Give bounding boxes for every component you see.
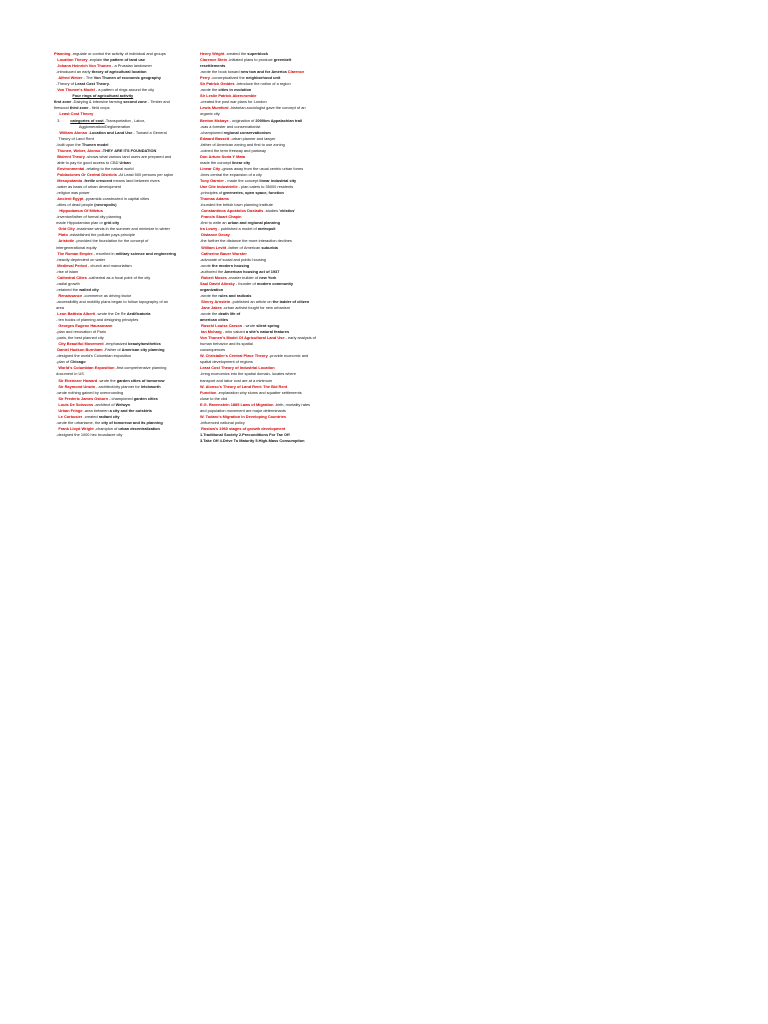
- term-label: Cathedral Cities: [54, 274, 88, 280]
- note-text: third zone: [69, 105, 90, 111]
- note-text: -plan of: [54, 359, 71, 365]
- note-text: regional conservationism: [223, 129, 271, 135]
- note-text: -urban activist fought for new urbanism: [222, 304, 290, 310]
- note-text: the pattern of land use: [103, 57, 146, 63]
- note-text: -Dairying & intensive farming: [72, 99, 124, 105]
- note-text: theory of agricultural location: [91, 69, 147, 75]
- note-text: -built upon the: [54, 141, 82, 147]
- term-label: Clarence Stein: [200, 57, 229, 63]
- note-text: - championed: [109, 395, 134, 401]
- note-text: Aedificatoria: [126, 311, 151, 317]
- note-text: -wrote: [200, 262, 212, 268]
- term-label: Sir Raymond Unwin: [54, 383, 97, 389]
- note-text: neighborhood unit: [245, 75, 281, 81]
- note-text: 'ekistics': [279, 208, 296, 214]
- note-text: rules and radicals: [218, 292, 252, 298]
- term-label: Thomas Adams: [200, 196, 229, 202]
- term-label: Sir Frederic James Osborn: [54, 395, 110, 401]
- note-text: city of tomorrow and its planning: [101, 419, 163, 425]
- note-text: -emphasized: [104, 341, 129, 347]
- note-text: urban decentralization: [118, 425, 160, 431]
- note-text: linear industrial city: [259, 177, 297, 183]
- note-text: -area between: [83, 407, 110, 413]
- note-text: Location and Land Use: [89, 129, 134, 135]
- note-text: -rise of islam: [54, 268, 79, 274]
- note-text: human behavior and its spatial: [200, 341, 253, 347]
- term-label: Alfred Weber: [54, 75, 84, 81]
- note-text: 1.Traditional Society 2.Preconditions For Tae Off: [200, 431, 290, 437]
- note-text: -initiated plans to produce: [228, 57, 274, 63]
- term-label: Grid City: [54, 226, 76, 232]
- term-label: Lewis Mumford: [200, 105, 230, 111]
- term-label: Edward Bassett: [200, 135, 231, 141]
- note-text: -maximize winds in the summer and minimize in winter: [75, 226, 170, 232]
- note-text: the ladder of citizen: [272, 298, 310, 304]
- note-text: - Timber and: [147, 99, 170, 105]
- term-label: City Beautiful Movement: [54, 341, 105, 347]
- note-text: -radial growth: [54, 280, 80, 286]
- note-text: made Hippodamian plan or: [54, 220, 104, 226]
- note-text: -architect of: [94, 401, 116, 407]
- note-text: -bring economics into the spatial domain- locates where: [200, 371, 297, 377]
- term-label: Tony Garnier: [200, 177, 226, 183]
- note-text: Least Cost Theory.: [74, 81, 110, 87]
- term-label: Sir Ebenezer Howard: [54, 377, 99, 383]
- note-text: -explain: [88, 57, 104, 63]
- note-text: - The: [83, 75, 94, 81]
- term-label: William Alonso: [54, 129, 89, 135]
- note-text: spatial development of regions: [200, 359, 253, 365]
- note-text: -birth, mortality rates: [274, 401, 311, 407]
- note-text: - founder of: [235, 280, 257, 286]
- note-text: Welwyn: [115, 401, 131, 407]
- note-text: -water as basis of urban development: [54, 184, 122, 190]
- term-label: Le Corbusier: [54, 413, 84, 419]
- term-label: W. Todaro's Migration in Developing Countries: [200, 413, 287, 419]
- note-text: letchworth: [140, 383, 161, 389]
- note-text: (necropolis): [94, 202, 117, 208]
- note-text: linear city: [232, 159, 251, 165]
- term-label: Louis De Soissons: [54, 401, 95, 407]
- note-text: american cities: [200, 317, 229, 323]
- term-label: Thunen, Weber, Alonso: [54, 147, 102, 153]
- note-text: -: [83, 177, 85, 183]
- note-text: organic city: [200, 111, 220, 117]
- note-text: -designed the 1000 hec broadacre city: [54, 431, 123, 437]
- term-label: Johann Heinrich Von Thunen: [54, 63, 113, 69]
- note-text: -wrote the: [200, 87, 219, 93]
- note-text: -regulate or control the activity of individual and groups: [71, 51, 166, 56]
- note-text: grid city: [103, 220, 120, 226]
- term-label: Distance Decay: [200, 232, 230, 238]
- note-text: - made the concept: [225, 177, 260, 183]
- note-text: -champion of: [94, 425, 119, 431]
- term-label: Perry: [200, 75, 212, 81]
- note-line: [54, 432, 200, 438]
- term-label: Ancient Egypt: [54, 196, 85, 202]
- note-text: -introduce the notion of a region: [235, 81, 291, 87]
- note-text: resettlements: [200, 63, 226, 69]
- note-text: -THEY ARE ITS FOUNDATION: [101, 147, 157, 153]
- note-text: Von Thunen of economic geography: [93, 75, 161, 81]
- note-text: - early analysis of: [285, 335, 316, 341]
- term-label: W. Alonso's Theory of Land Rent: The Bid Rent: [200, 383, 288, 389]
- note-text: greenbelt: [273, 57, 292, 63]
- note-text: -cathedral as a focal point of the city: [87, 274, 151, 280]
- note-text: -father of American zoning and first to use zoning: [200, 141, 285, 147]
- note-text: -authored the: [200, 268, 225, 274]
- note-text: categories of cost: [70, 117, 105, 123]
- term-label: Sir Leslie Patrick Abercrombie: [200, 93, 257, 99]
- note-text: modern community: [256, 280, 293, 286]
- term-label: Von Thunen's Model Of Agricultural Land Use: [200, 335, 286, 341]
- note-text: -wrote the book toward: [200, 69, 241, 75]
- note-text: Urban: [119, 159, 131, 165]
- term-label: Environmental: [54, 165, 86, 171]
- note-text: -cities of dead people: [54, 202, 95, 208]
- note-text: -Father of: [103, 347, 122, 353]
- term-label: Von Thunen's Model: [54, 87, 96, 93]
- note-text: -grows away from the usual centric urban forms: [221, 165, 304, 171]
- term-label: Francis Stuart Chapin: [200, 214, 242, 220]
- note-text: -Transportation , Labor,: [104, 117, 145, 123]
- note-text: greeneries, open space, function: [223, 190, 284, 196]
- note-text: new York: [259, 274, 277, 280]
- note-text: -wrote the De Re: [96, 311, 127, 317]
- note-text: -was a forester and conservationist: [200, 123, 261, 129]
- note-text: means land between rivers: [113, 177, 160, 183]
- note-text: - excelled in: [93, 250, 116, 256]
- note-text: -first to write an: [200, 220, 228, 226]
- note-text: - plan caters to 35000 residents: [238, 184, 294, 190]
- note-text: the modern housing: [211, 262, 250, 268]
- note-text: - architect/city planner for: [96, 383, 141, 389]
- note-text: -created: [83, 413, 99, 419]
- note-text: -urban planner and lawyer: [230, 135, 276, 141]
- note-text: document in US: [54, 371, 84, 377]
- term-label: Ira Lowry: [200, 226, 219, 232]
- note-text: - field crops: [89, 105, 110, 111]
- term-label: World's Columbian Exposition: [54, 365, 116, 371]
- note-text: made the concept: [200, 159, 233, 165]
- note-text: - who valued: [222, 329, 246, 335]
- note-text: -founded the british town planning institute: [200, 202, 273, 208]
- note-text: -conceptualized the: [211, 75, 246, 81]
- term-label: Frank Lloyd Wright: [54, 425, 95, 431]
- term-label: Clarence: [287, 69, 305, 75]
- note-line: [200, 438, 326, 444]
- term-label: Daniel Hudson Burnham: [54, 347, 104, 353]
- note-text: Theory of Land Rent: [54, 135, 94, 141]
- note-text: -pyramids constructed in capital cities: [84, 196, 150, 202]
- term-label: Location Theory: [54, 57, 89, 63]
- term-label: Plato: [54, 232, 69, 238]
- note-text: close to the cbd: [200, 395, 228, 401]
- note-text: a city and the outskirts: [109, 407, 152, 413]
- term-label: Bidrent Theory: [54, 153, 86, 159]
- note-text: -the further the distance the more interaction declines: [200, 238, 292, 244]
- term-label: Ian Mcharg: [200, 329, 223, 335]
- term-label: Saul David Alinsky: [200, 280, 236, 286]
- note-text: 3: [54, 117, 71, 123]
- note-text: intergenerational equity: [54, 244, 97, 250]
- note-text: -introduced an early: [54, 69, 92, 75]
- note-text: 3.Take Off 4.Drive To Maturity 5.High-Mass Consumption: [200, 438, 305, 443]
- note-text: -advocate of social and public housing: [200, 256, 266, 262]
- note-text: Chicago: [70, 359, 86, 365]
- note-text: first zone: [54, 99, 73, 105]
- note-text: transport and labor cost are at a minimum: [200, 377, 273, 383]
- note-text: -studies: [264, 208, 280, 214]
- term-label: Mesopotamia: [54, 177, 84, 183]
- note-text: garden cities: [133, 395, 158, 401]
- note-text: cities in evolution: [218, 87, 252, 93]
- term-label: Leon Battista Alberti: [54, 311, 97, 317]
- note-text: -paris, the best planned city: [54, 335, 104, 341]
- term-label: Urban Fringe: [54, 407, 84, 413]
- note-text: fertile crescent: [84, 177, 114, 183]
- note-text: garden cities of tomorrow: [116, 377, 165, 383]
- note-text: firewood: [54, 105, 70, 111]
- note-text: -established the polluter pays principle: [68, 232, 136, 238]
- note-text: beauty/aesthetics: [128, 341, 161, 347]
- note-text: -wrote nothing gained by overcrowding: [54, 389, 123, 395]
- note-text: new tow and for America: [240, 69, 288, 75]
- note-text: -wrote the: [200, 292, 219, 298]
- term-label: Henry Wright: [200, 51, 226, 56]
- note-text: 2000km Appalachian trail: [255, 117, 303, 123]
- note-text: - ten books of planning and designing principles: [54, 317, 139, 323]
- note-text: -At Least 500 persons per sqkm: [118, 171, 174, 177]
- term-label: Least Cost Theory: [54, 111, 94, 117]
- note-text: -published an article on: [231, 298, 273, 304]
- note-text: -heavily dependent on water: [54, 256, 106, 262]
- left-column-notes: [54, 51, 200, 438]
- note-text: -retained the: [54, 286, 80, 292]
- note-text: -religion was power: [54, 190, 90, 196]
- note-text: - wrote: [243, 323, 257, 329]
- term-label: W. Christaller's Central Place Theory: [200, 353, 269, 359]
- note-text: - a pattern of rings around the city: [95, 87, 155, 93]
- note-text: -provided the foundation for the concept of: [75, 238, 149, 244]
- note-text: able to pay for good access to CBD: [54, 159, 120, 165]
- term-label: Jane Jakes: [200, 304, 223, 310]
- note-text: -championed: [200, 129, 224, 135]
- note-text: suburbia: [261, 244, 278, 250]
- term-label: Rostow's 1960 stages of growth development: [200, 425, 286, 431]
- note-text: silent spring: [256, 323, 280, 329]
- note-text: a site's natural features: [245, 329, 290, 335]
- note-text: urban and regional planning: [227, 220, 280, 226]
- note-text: -provide economic and: [268, 353, 309, 359]
- note-text: walled city: [79, 286, 99, 292]
- note-text: -accessibility and mobility plans began to follow topography of an: [54, 298, 168, 304]
- note-text: -wrote the: [200, 311, 219, 317]
- note-text: organization: [200, 286, 224, 292]
- note-text: [54, 93, 72, 98]
- note-text: - a Prussian landowner: [112, 63, 152, 69]
- term-label: Don Arturo Soria Y Mata: [200, 153, 245, 159]
- note-text: American city planning: [121, 347, 165, 353]
- note-text: American housing act of 1937: [224, 268, 280, 274]
- note-text: Thunen model: [81, 141, 109, 147]
- note-text: - origination of: [229, 117, 256, 123]
- note-text: consequences: [200, 347, 226, 353]
- note-text: -designed the world's Columbian exposition: [54, 353, 132, 359]
- right-column-notes: [200, 51, 326, 444]
- term-label: Hippodamus Of Miletus: [54, 208, 103, 214]
- note-text: superblock: [247, 51, 269, 56]
- note-text: - published a model of: [218, 226, 258, 232]
- note-text: radiant city: [98, 413, 120, 419]
- note-text: area: [54, 304, 64, 310]
- term-label: Function: [200, 389, 218, 395]
- term-label: Georges Eugene Haussmann: [54, 323, 113, 329]
- term-label: Medieval Period: [54, 262, 88, 268]
- note-text: -principles of: [200, 190, 224, 196]
- note-text: -historian-sociologist gave the concept of an: [229, 105, 306, 111]
- term-label: Rosehl Louise Carson: [200, 323, 244, 329]
- term-label: Poblaciones Or Central Districts: [54, 171, 118, 177]
- note-text: -shows what various land users are prepared and: [86, 153, 172, 159]
- term-label: Catherine Bauer Wurster: [200, 250, 247, 256]
- term-label: William Levitt: [200, 244, 228, 250]
- note-text: -coined the term freeway and parkway: [200, 147, 266, 153]
- term-label: Linear City: [200, 165, 222, 171]
- note-text: -plan and renovation of Paris: [54, 329, 106, 335]
- note-text: -wrote the urbanisme, the: [54, 419, 102, 425]
- term-label: Robert Moses: [200, 274, 228, 280]
- term-label: Une Cite Industrielle: [200, 184, 239, 190]
- note-text: -wrote the: [98, 377, 117, 383]
- term-label: Sherry Arnstein: [200, 298, 232, 304]
- note-text: and population movement are major determinants: [200, 407, 286, 413]
- note-text: - Toward a General: [133, 129, 167, 135]
- note-text: metropoli: [257, 226, 276, 232]
- term-label: Renaissance: [54, 292, 84, 298]
- term-label: Constantinos Apostolos Doxiadis: [200, 208, 265, 214]
- note-text: -commerce as driving factor: [83, 292, 132, 298]
- note-text: -father of American: [227, 244, 262, 250]
- note-text: Four rings of agricultural activity: [72, 93, 134, 99]
- note-text: second zone: [123, 99, 148, 105]
- note-text: -influenced national policy: [200, 419, 245, 425]
- term-label: Least Cost Theory of Industrial Location: [200, 365, 275, 371]
- note-text: -first comprehensive planning: [115, 365, 167, 371]
- note-text: -master builder of: [227, 274, 260, 280]
- note-text: military science and engineering: [115, 250, 176, 256]
- note-text: Agglomeration/Deglomeration: [54, 123, 131, 129]
- note-text: - church and manorialism: [87, 262, 132, 268]
- term-label: Aristotle: [54, 238, 76, 244]
- note-text: -lines central the expansion of a city: [200, 171, 262, 177]
- note-text: -relating to the natural world: [85, 165, 134, 171]
- note-text: -created the: [225, 51, 248, 56]
- term-label: The Roman Empire: [54, 250, 94, 256]
- term-label: Planning: [54, 51, 72, 56]
- term-label: Sir Patrick Geddes: [200, 81, 236, 87]
- term-label: E.G. Ravenstein 1885 Laws of Migration: [200, 401, 275, 407]
- term-label: Benton Mckaye: [200, 117, 230, 123]
- note-text: death life of: [218, 311, 241, 317]
- note-text: -explanation why slums and squatter settlements: [217, 389, 302, 395]
- note-text: -Theory of: [54, 81, 75, 87]
- note-text: -: [88, 129, 90, 135]
- note-text: -created the post war plans for London: [200, 99, 267, 105]
- note-text: -inventor/father of formal city planning: [54, 214, 122, 220]
